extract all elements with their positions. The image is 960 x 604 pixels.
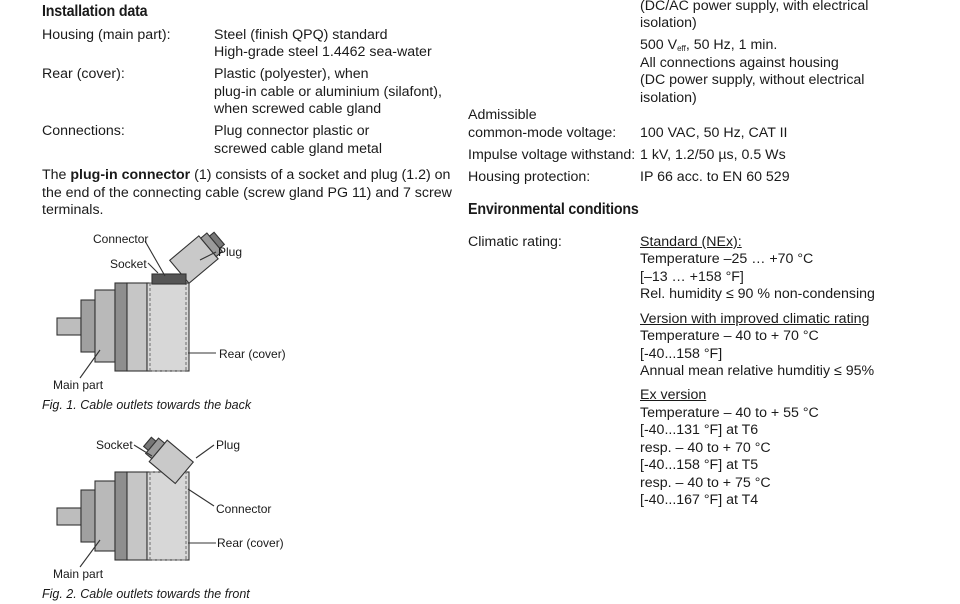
connections-value-line1: Plug connector plastic or [214,123,370,139]
electrical-line4: All connections against housing [640,55,839,71]
fig2-socket-label: Socket [96,438,133,452]
fig2-caption: Fig. 2. Cable outlets towards the front [42,587,250,601]
improved-line3: Annual mean relative humditiy ≤ 95% [640,363,875,379]
electrical-line5: (DC power supply, without electrical [640,72,865,88]
electrical-line6: isolation) [640,90,697,106]
ex-line1: Temperature – 40 to + 55 °C [640,405,819,421]
standard-title: Standard (NEx): [640,234,742,250]
voltage-pre: 500 V [640,37,678,53]
ex-line3: resp. – 40 to + 70 °C [640,440,771,456]
fig1-socket-label: Socket [110,257,147,271]
protection-label: Housing protection: [468,169,591,185]
electrical-line1: (DC/AC power supply, with electrical [640,0,869,14]
standard-line3: Rel. humidity ≤ 90 % non-condensing [640,286,875,302]
environment-heading: Environmental conditions [468,201,639,218]
plug-in-paragraph-line2: the end of the connecting cable (screw gland PG 11) and 7 screw [42,185,452,201]
fig2-connector-label: Connector [216,502,272,516]
connections-label: Connections: [42,123,125,139]
rear-value-line1: Plastic (polyester), when [214,66,369,82]
ex-title: Ex version [640,387,707,403]
standard-line2: [–13 … +158 °F] [640,269,744,285]
para-pre: The [42,167,71,183]
ex-line6: [-40...167 °F] at T4 [640,492,759,508]
fig1-caption: Fig. 1. Cable outlets towards the back [42,398,252,412]
admissible-label-line1: Admissible [468,107,537,123]
standard-line1: Temperature –25 … +70 °C [640,251,814,267]
rear-value-line2: plug-in cable or aluminium (silafont), [214,84,442,100]
para-bold: plug-in connector [70,167,191,183]
fig2-plug-label: Plug [216,438,241,452]
climatic-label: Climatic rating: [468,234,562,250]
housing-value-line2: High-grade steel 1.4462 sea-water [214,44,432,60]
impulse-label: Impulse voltage withstand: [468,147,636,163]
improved-line1: Temperature – 40 to + 70 °C [640,328,819,344]
rear-value-line3: when screwed cable gland [214,101,382,117]
fig1-rear-label: Rear (cover) [219,347,286,361]
ex-line2: [-40...131 °F] at T6 [640,422,759,438]
fig1-connector-label: Connector [93,232,149,246]
fig1-plug-label: Plug [218,245,243,259]
plug-in-paragraph-line3: terminals. [42,202,104,218]
admissible-value: 100 VAC, 50 Hz, CAT II [640,125,788,141]
impulse-value: 1 kV, 1.2/50 µs, 0.5 Ws [640,147,786,163]
protection-value: IP 66 acc. to EN 60 529 [640,169,790,185]
para-rest: (1) consists of a socket and plug (1.2) on [190,167,451,183]
installation-heading: Installation data [42,3,148,20]
voltage-post: , 50 Hz, 1 min. [685,37,778,53]
connections-value-line2: screwed cable gland metal [214,141,382,157]
fig2-rear-label: Rear (cover) [217,536,284,550]
rear-label: Rear (cover): [42,66,125,82]
ex-line5: resp. – 40 to + 75 °C [640,475,771,491]
housing-label: Housing (main part): [42,27,171,43]
fig1-main-label: Main part [53,378,104,392]
improved-title: Version with improved climatic rating [640,311,870,327]
fig2-main-label: Main part [53,567,104,581]
admissible-label-line2: common-mode voltage: [468,125,617,141]
voltage-sub: eff [677,44,686,53]
electrical-line2: isolation) [640,15,697,31]
housing-value-line1: Steel (finish QPQ) standard [214,27,388,43]
ex-line4: [-40...158 °F] at T5 [640,457,759,473]
improved-line2: [-40...158 °F] [640,346,723,362]
